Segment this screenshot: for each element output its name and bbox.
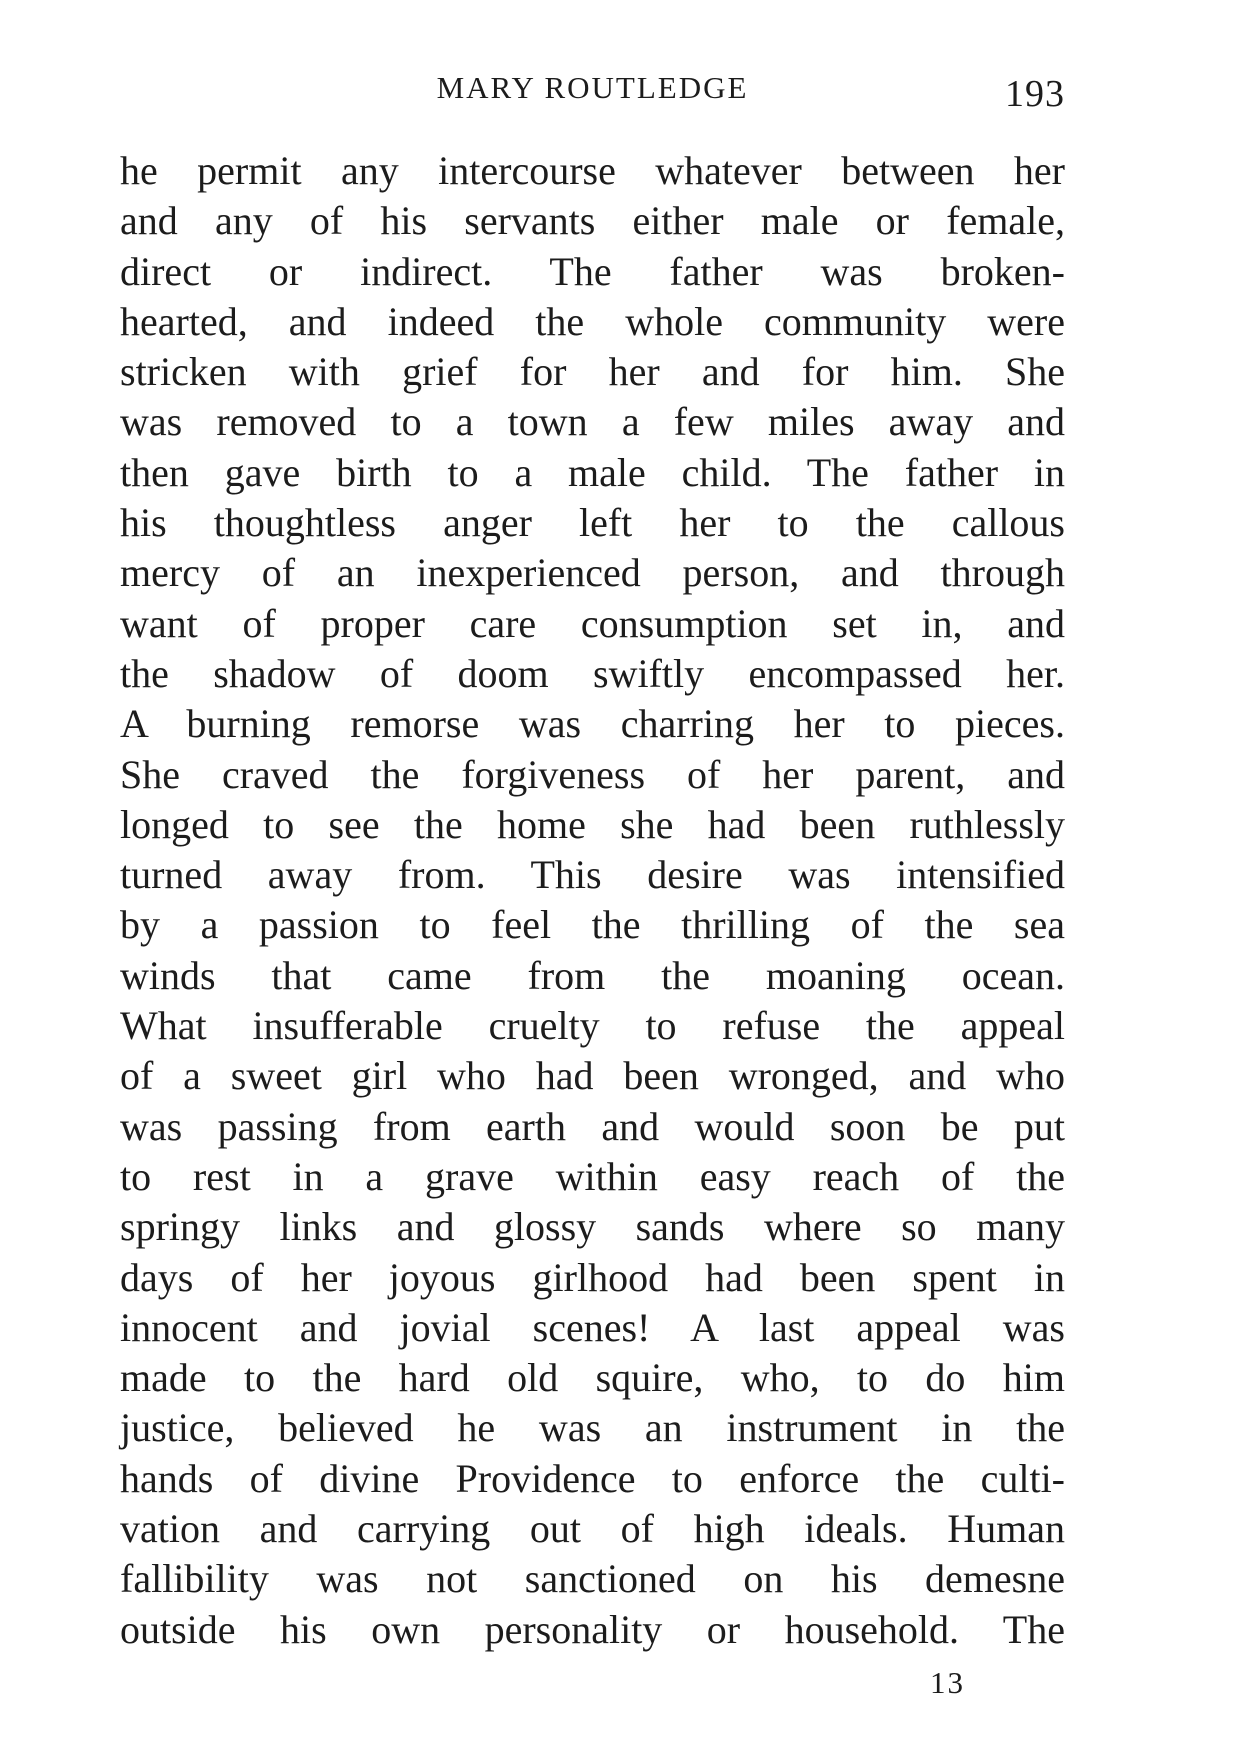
- text-line: direct or indirect. The father was broken-: [120, 248, 1065, 294]
- text-line: What insufferable cruelty to refuse the appeal: [120, 1003, 1065, 1049]
- page-number: 193: [1005, 73, 1065, 115]
- text-line: hearted, and indeed the whole community were: [120, 298, 1065, 344]
- text-line: was removed to a town a few miles away and: [120, 399, 1065, 445]
- text-line: longed to see the home she had been ruthlessly: [120, 801, 1065, 847]
- text-line: of a sweet girl who had been wronged, and who: [120, 1053, 1065, 1099]
- text-line: his thoughtless anger left her to the callous: [120, 500, 1065, 546]
- text-line: winds that came from the moaning ocean.: [120, 952, 1065, 998]
- text-line: mercy of an inexperienced person, and through: [120, 550, 1065, 596]
- text-line: justice, believed he was an instrument in the: [120, 1405, 1065, 1451]
- text-line: A burning remorse was charring her to pieces.: [120, 701, 1065, 747]
- text-line: hands of divine Providence to enforce the culti-: [120, 1455, 1065, 1501]
- text-line: made to the hard old squire, who, to do him: [120, 1355, 1065, 1401]
- text-line: She craved the forgiveness of her parent, and: [120, 751, 1065, 797]
- text-line: by a passion to feel the thrilling of the sea: [120, 902, 1065, 948]
- text-line: days of her joyous girlhood had been spent in: [120, 1254, 1065, 1300]
- text-line: outside his own personality or household. The: [120, 1606, 1065, 1652]
- text-line: vation and carrying out of high ideals. Human: [120, 1506, 1065, 1552]
- text-line: then gave birth to a male child. The father in: [120, 449, 1065, 495]
- signature-mark: 13: [930, 1665, 965, 1700]
- text-line: to rest in a grave within easy reach of the: [120, 1153, 1065, 1199]
- body-text: [120, 146, 1065, 1655]
- text-line: turned away from. This desire was intensified: [120, 852, 1065, 898]
- running-title: MARY ROUTLEDGE: [436, 70, 749, 105]
- text-line: innocent and jovial scenes! A last appeal was: [120, 1304, 1065, 1350]
- text-line: springy links and glossy sands where so many: [120, 1204, 1065, 1250]
- text-line: fallibility was not sanctioned on his demesne: [120, 1556, 1065, 1602]
- text-line: want of proper care consumption set in, and: [120, 600, 1065, 646]
- text-line: the shadow of doom swiftly encompassed her.: [120, 650, 1065, 696]
- text-line: he permit any intercourse whatever between her: [120, 148, 1065, 193]
- text-line: was passing from earth and would soon be put: [120, 1103, 1065, 1149]
- running-head: [120, 62, 1065, 115]
- text-line: stricken with grief for her and for him. She: [120, 349, 1065, 395]
- text-line: and any of his servants either male or female,: [120, 198, 1065, 244]
